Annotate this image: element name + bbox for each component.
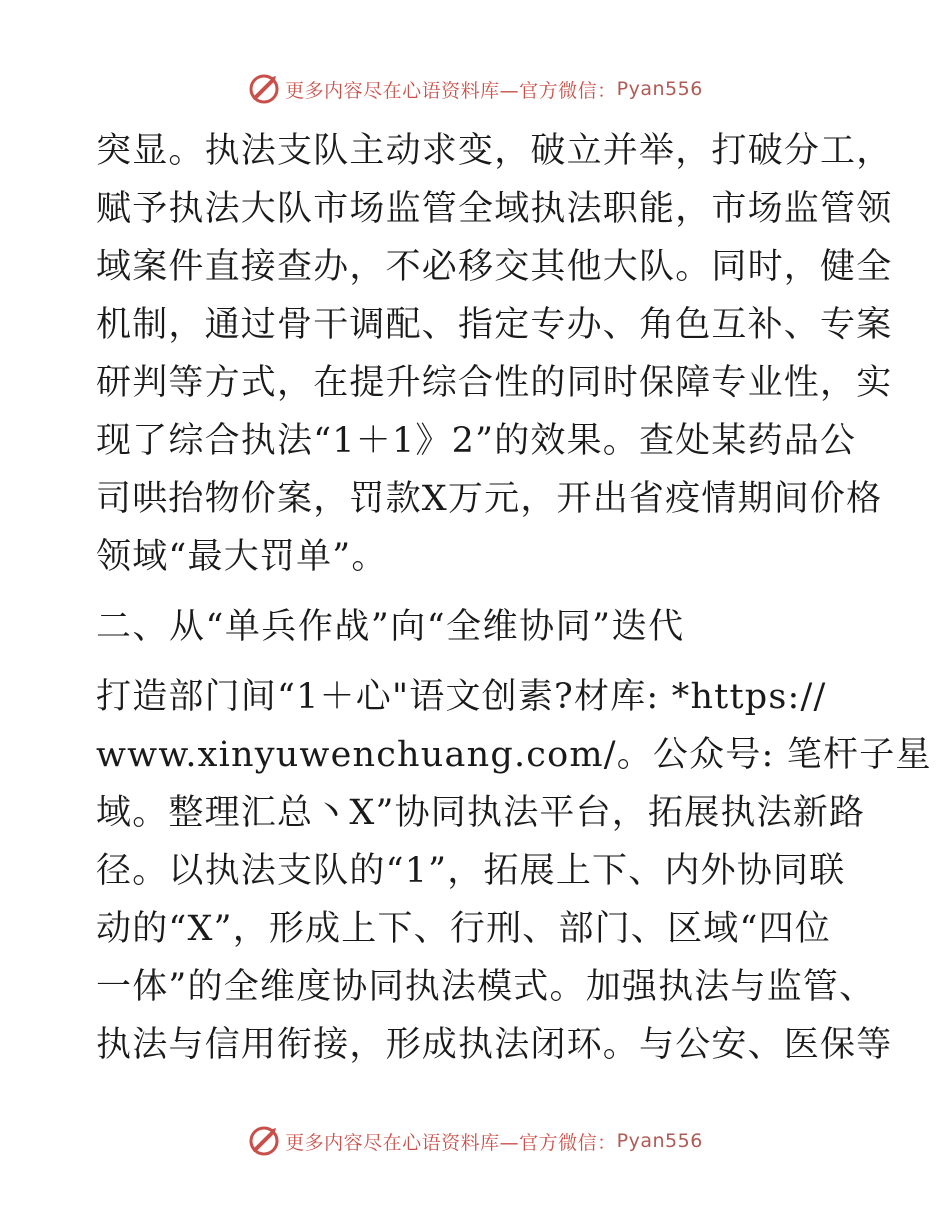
watermark-wechat-id: Pyan556	[616, 78, 703, 100]
watermark-wechat-id: Pyan556	[616, 1130, 703, 1152]
text-line: 域。整理汇总丶X”协同执法平台，拓展执法新路	[96, 793, 866, 833]
watermark-text: 更多内容尽在心语资料库—官方微信：	[285, 79, 617, 102]
text-line: www.xinyuwenchuang.com/。公众号: 笔杆子星	[96, 735, 932, 775]
text-line: 司哄抬物价案，罚款X万元，开出省疫情期间价格	[96, 479, 883, 519]
watermark-text: 更多内容尽在心语资料库—官方微信：	[285, 1131, 617, 1154]
brush-logo-icon	[247, 72, 281, 106]
text-line: 突显。执法支队主动求变，破立并举，打破分工，	[96, 131, 893, 171]
text-line: 域案件直接查办，不必移交其他大队。同时，健全	[96, 247, 893, 287]
document-body	[96, 122, 932, 1074]
text-line: 领域“最大罚单”。	[96, 537, 388, 577]
text-line: 机制，通过骨干调配、指定专办、角色互补、专案	[96, 305, 893, 345]
text-line: 现了综合执法“1＋1》2”的效果。查处某药品公	[96, 421, 857, 461]
paragraph-2	[96, 668, 932, 1074]
brush-logo-icon	[247, 1124, 281, 1158]
text-line: 打造部门间“1＋心"语文创素?材库: *https://	[96, 677, 827, 717]
text-line: 研判等方式，在提升综合性的同时保障专业性，实	[96, 363, 893, 403]
text-line: 赋予执法大队市场监管全域执法职能，市场监管领	[96, 189, 893, 229]
section-heading: 二、从“单兵作战”向“全维协同”迭代	[96, 607, 685, 647]
text-line: 执法与信用衔接，形成执法闭环。与公安、医保等	[96, 1025, 893, 1065]
paragraph-1	[96, 122, 893, 586]
text-line: 一体”的全维度协同执法模式。加强执法与监管、	[96, 967, 876, 1007]
watermark-footer	[0, 1124, 950, 1158]
watermark-header	[0, 72, 950, 106]
text-line: 径。以执法支队的“1”，拓展上下、内外协同联	[96, 851, 846, 891]
text-line: 动的“X”，形成上下、行刑、部门、区域“四位	[96, 909, 831, 949]
